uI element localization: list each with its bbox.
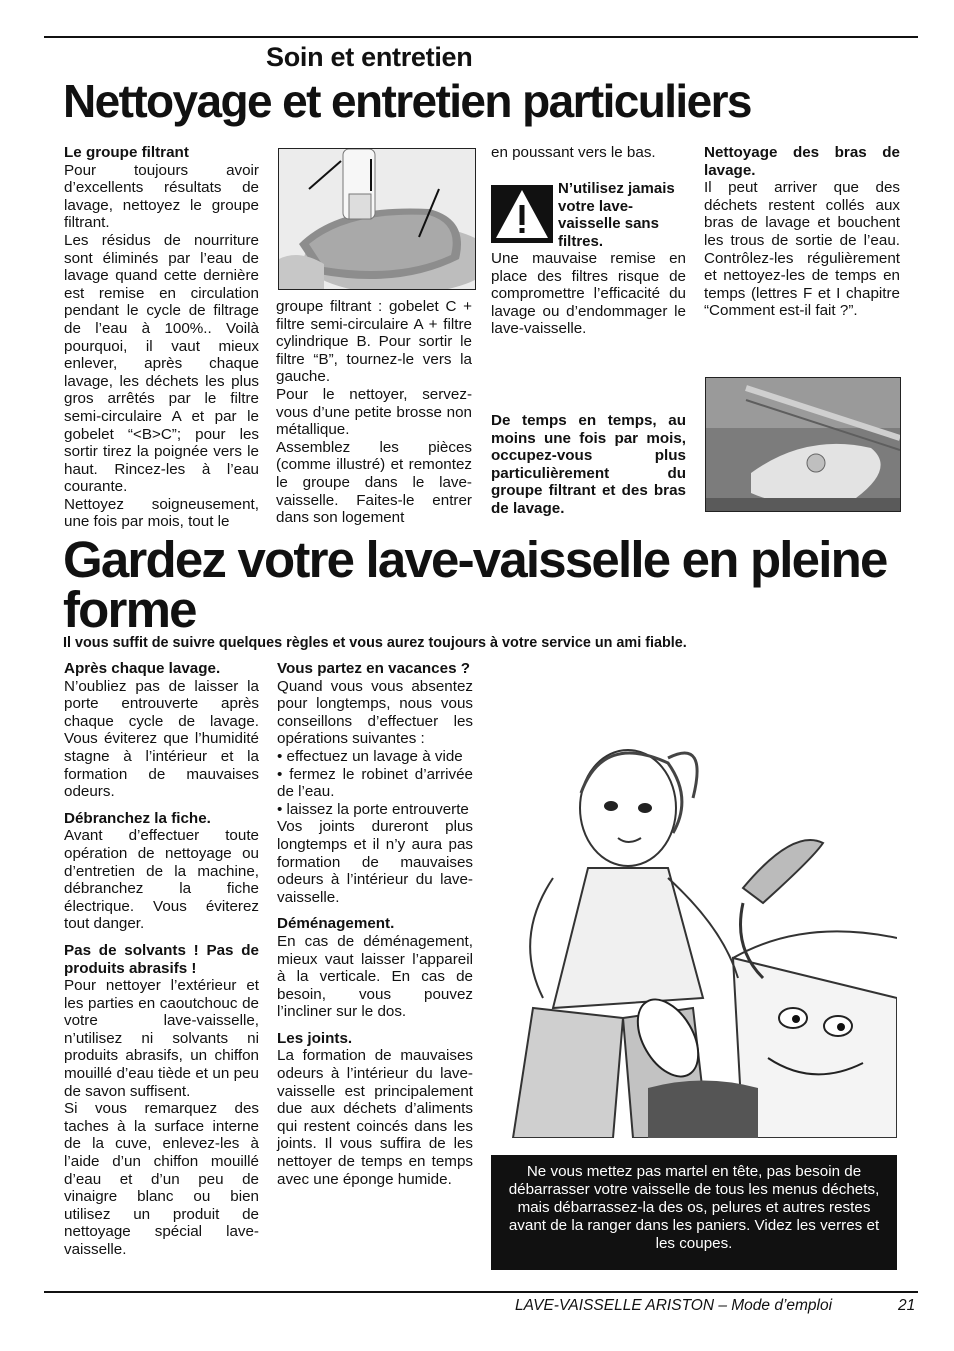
- footer-text: LAVE-VAISSELLE ARISTON – Mode d’emploi: [515, 1297, 833, 1314]
- section-kicker: Soin et entretien: [266, 42, 473, 72]
- moving-heading: Déménagement.: [277, 915, 395, 933]
- spray-arms-column: [704, 144, 900, 320]
- stains-text: Si vous remarquez des taches à la surface interne de la cuve, enlevez-les à l’aide d’un chiffon mouillé d’eau et d’un peu de vinaigre blanc ou bien utilisez un produit de nettoyage spécial lave-vaisselle.: [64, 1100, 259, 1258]
- woman-dishwasher-illustration: [493, 738, 897, 1138]
- warning-column: [491, 144, 686, 162]
- no-solvents-text: Pour nettoyer l’extérieur et les parties en caoutchouc de votre lave-vaisselle, n’utilisez ni solvants ni produits abrasifs, un chiffon mouillé d’eau tiède et un peu de savon suffisent.: [64, 977, 259, 1100]
- warning-detail: [491, 250, 686, 338]
- moving-text: En cas de déménagement, mieux vaut laisser l’appareil à la verticale. En cas de besoin, vous pouvez l’incliner sur le dos.: [277, 932, 473, 1021]
- unplug-text: Avant d’effectuer toute opération de nettoyage ou d’entretien de la machine, débranchez la fiche électrique. Vous éviterez tout danger.: [64, 827, 259, 933]
- warning-icon: [491, 185, 553, 243]
- spray-arms-paragraph: Il peut arriver que des déchets restent collés aux bras de lavage et bouchent les trous de sortie de l’eau. Contrôlez-les régulièrement et nettoyez-les de temps en temps (lettres F et I chapitre “Comment est-il fait ?”.: [704, 179, 900, 320]
- no-solvents-heading: Pas de solvants ! Pas de produits abrasifs !: [64, 941, 259, 977]
- tips-column-1: [64, 660, 259, 1259]
- filter-group-illustration: [278, 148, 476, 290]
- filter-paragraph-1: Pour toujours avoir d’excellents résultats de lavage, nettoyez le groupe filtrant.: [64, 161, 259, 232]
- assembly-paragraph-2: Pour le nettoyer, servez-vous d’une petite brosse non métallique.: [276, 385, 472, 439]
- after-wash-text: N’oubliez pas de laisser la porte entrouverte après chaque cycle de lavage. Vous éviterez que l’humidité stagne à l’intérieur et la formation de mauvaises odeurs.: [64, 677, 259, 801]
- bottom-rule: [44, 1291, 918, 1293]
- filter-illustration-svg: [279, 149, 475, 289]
- monthly-maintenance-text: De temps en temps, au moins une fois par mois, occupez-vous plus particulièrement du groupe filtrant et des bras de lavage.: [491, 412, 686, 517]
- vacation-bullet-2: • fermez le robinet d’arrivée de l’eau.: [277, 765, 473, 801]
- spray-arms-heading: Nettoyage des bras de lavage.: [704, 144, 900, 179]
- section2-title: Gardez votre lave-vaisselle en pleine forme: [63, 531, 887, 638]
- section2-subtitle: Il vous suffit de suivre quelques règles et vous aurez toujours à votre service un ami fiable.: [63, 635, 687, 651]
- vacation-heading: Vous partez en vacances ?: [277, 660, 471, 677]
- filter-paragraph-2: Les résidus de nourriture sont éliminés par l’eau de lavage quand cette dernière est remise en circulation pendant le cycle de filtrage de l’eau à 100%.. Voilà pourquoi, il vaut mieux enlever, après chaque lavage, les déchets les plus gros arrêtés par le filtre semi-circulaire A et par le gobelet “<B>C”; pour les sortir tirez la poignée vers le haut. Rincez-les à l’eau courante.: [64, 231, 259, 496]
- filter-group-column: [64, 144, 259, 531]
- assembly-paragraph-3: Assemblez les pièces (comme illustré) et remontez le groupe dans le lave-vaisselle. Faites-le entrer dans son logement: [276, 438, 472, 527]
- vacation-bullet-1: • effectuez un lavage à vide: [277, 747, 463, 765]
- filter-paragraph-3: Nettoyez soigneusement, une fois par mois, tout le: [64, 495, 259, 531]
- warning-detail-text: Une mauvaise remise en place des filtres risque de compromettre l’efficacité du lavage ou d’endommager le lave-vaisselle.: [491, 250, 686, 338]
- tip-callout: Ne vous mettez pas martel en tête, pas besoin de débarrasser votre vaisselle de tous les menus déchets, mais débarrassez-la des os, pelures et autres restes avant de la ranger dans les paniers. Videz les verres et les coupes.: [491, 1155, 897, 1270]
- after-wash-heading: Après chaque lavage.: [64, 660, 221, 677]
- filter-assembly-column: [276, 298, 472, 527]
- seals-heading: Les joints.: [277, 1029, 353, 1047]
- unplug-heading: Débranchez la fiche.: [64, 809, 211, 827]
- vacation-bullet-3: • laissez la porte entrouverte: [277, 800, 469, 818]
- tips-column-2: [277, 660, 473, 1188]
- top-rule: [44, 36, 918, 38]
- push-down-text: en poussant vers le bas.: [491, 144, 656, 161]
- vacation-text: Quand vous vous absentez pour longtemps, nous vous conseillons d’effectuer les opérations suivantes :: [277, 677, 473, 748]
- joints-benefit-text: Vos joints dureront plus longtemps et il n’y aura pas formation de mauvaises odeurs à l’intérieur du lave-vaisselle.: [277, 818, 473, 906]
- page-title: Nettoyage et entretien particuliers: [63, 75, 751, 127]
- assembly-paragraph-1: groupe filtrant : gobelet C + filtre semi-circulaire A + filtre cylindrique B. Pour sortir le filtre “B”, tournez-le vers la gauche.: [276, 298, 472, 386]
- page-number: 21: [898, 1297, 916, 1314]
- filter-group-heading: Le groupe filtrant: [64, 144, 189, 161]
- warning-text: N’utilisez jamais votre lave-vaisselle sans filtres.: [558, 180, 675, 250]
- seals-text: La formation de mauvaises odeurs à l’intérieur du lave-vaisselle est principalement due aux déchets d’aliments qui restent coincés dans les joints. Il vous suffira de les nettoyer de temps en temps avec une éponge humide.: [277, 1047, 473, 1188]
- monthly-maintenance-note: [491, 412, 686, 518]
- spray-arm-photo: [705, 377, 901, 512]
